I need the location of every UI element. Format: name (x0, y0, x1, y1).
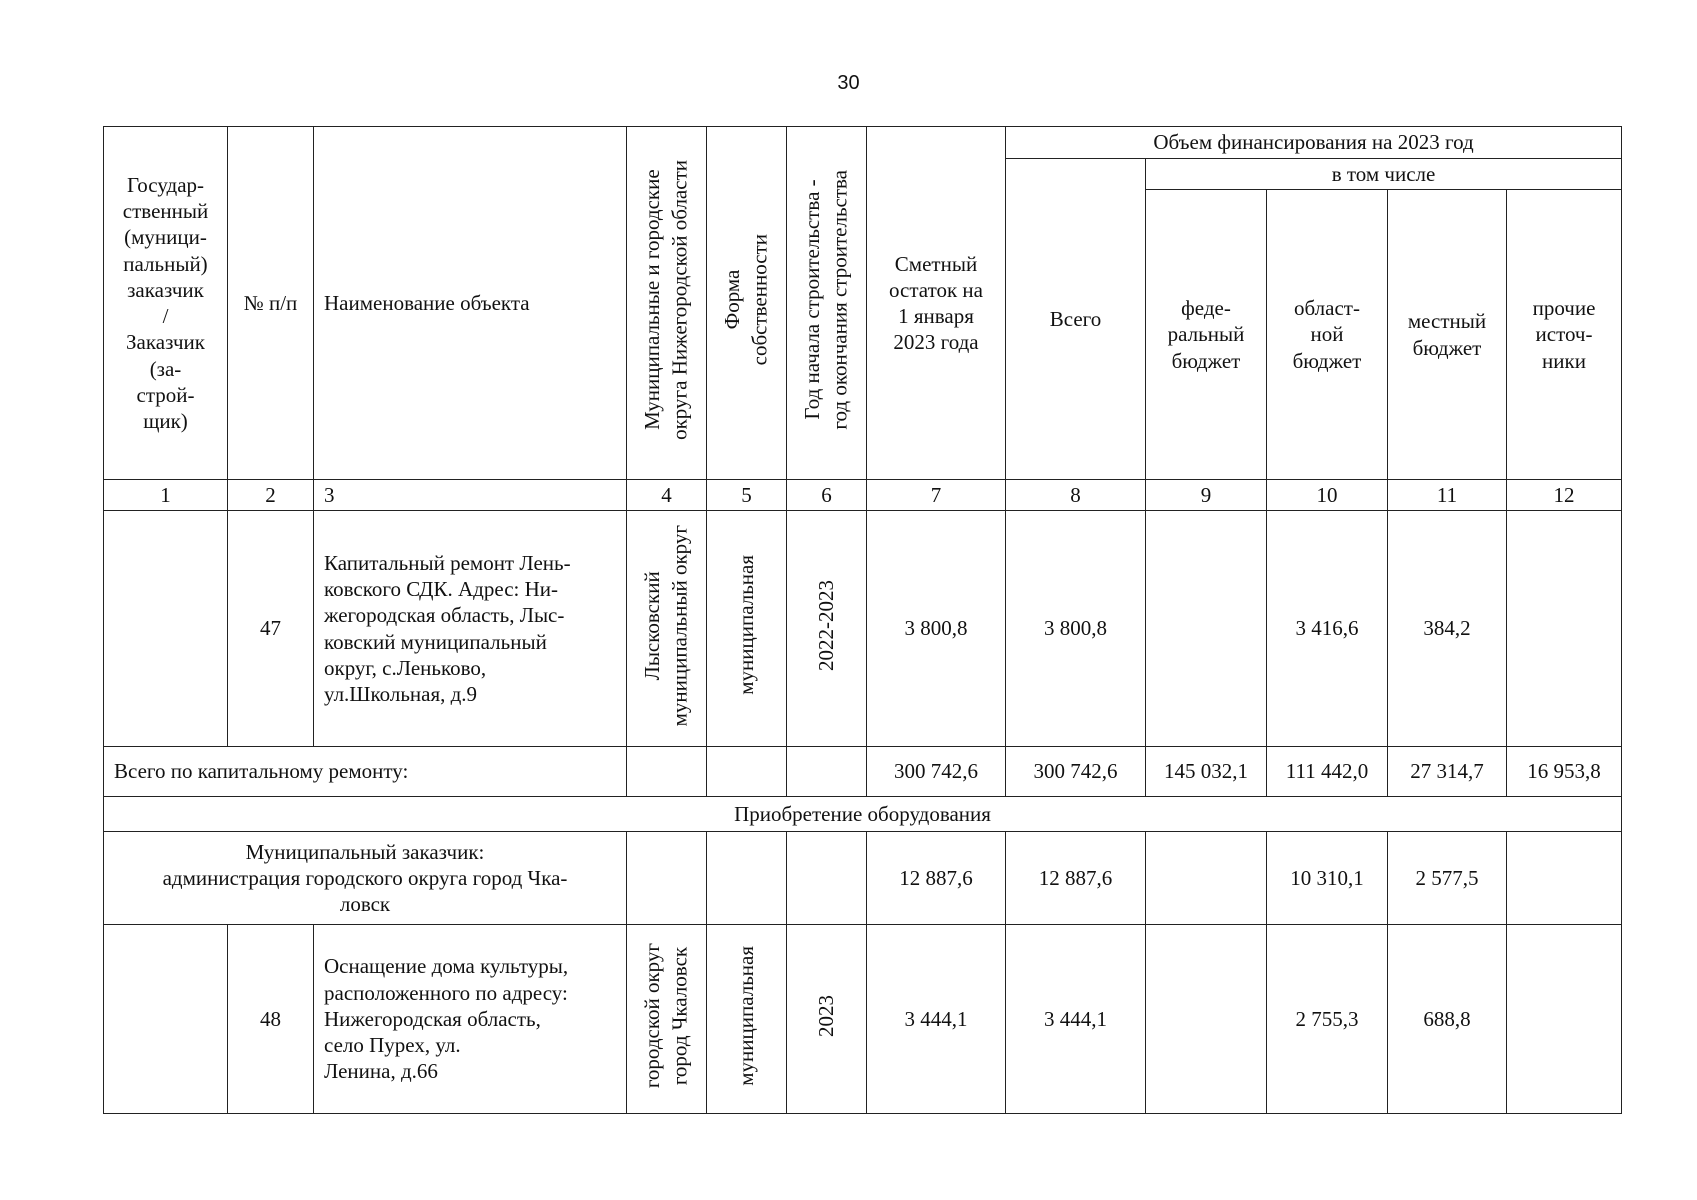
customer-federal (1146, 832, 1267, 925)
row48-customer (104, 925, 228, 1114)
customer-row (104, 832, 1622, 925)
total-repair-other: 16 953,8 (1507, 747, 1622, 797)
column-number: 6 (787, 480, 867, 511)
row47-total: 3 800,8 (1006, 511, 1146, 747)
column-number: 2 (228, 480, 314, 511)
row47-name: Капитальный ремонт Лень- ковского СДК. Адрес: Ни- жегородская область, Лыс- ковский муниципальный округ, с.Леньково, ул.Школьная, д.9 (314, 511, 627, 747)
table-row (104, 511, 1622, 747)
row47-customer (104, 511, 228, 747)
header-municipality: Муниципальные и городские округа Нижегородской области (627, 127, 707, 480)
column-number: 12 (1507, 480, 1622, 511)
header-num: № п/п (228, 127, 314, 480)
header-financing: Объем финансирования на 2023 год (1006, 127, 1622, 159)
header-other: прочие источ- ники (1507, 190, 1622, 480)
row47-local: 384,2 (1388, 511, 1507, 747)
header-regional: област- ной бюджет (1267, 190, 1388, 480)
column-number: 7 (867, 480, 1006, 511)
customer-other (1507, 832, 1622, 925)
row48-years: 2023 (787, 925, 867, 1114)
row48-other (1507, 925, 1622, 1114)
header-total: Всего (1006, 159, 1146, 480)
header-customer: Государ- ственный (муници- пальный) заказчик / Заказчик (за- строй- щик) (104, 127, 228, 480)
section-row (104, 797, 1622, 832)
empty-cell (627, 832, 707, 925)
total-repair-row (104, 747, 1622, 797)
row48-ownership: муниципальная (707, 925, 787, 1114)
header-years: Год начала строительства - год окончания строительства (787, 127, 867, 480)
total-repair-label: Всего по капитальному ремонту: (104, 747, 627, 797)
customer-estimate: 12 887,6 (867, 832, 1006, 925)
row48-local: 688,8 (1388, 925, 1507, 1114)
row47-ownership: муниципальная (707, 511, 787, 747)
header-ownership: Форма собственности (707, 127, 787, 480)
empty-cell (627, 747, 707, 797)
row47-regional: 3 416,6 (1267, 511, 1388, 747)
row48-federal (1146, 925, 1267, 1114)
customer-total: 12 887,6 (1006, 832, 1146, 925)
page-number: 30 (837, 72, 860, 94)
total-repair-total: 300 742,6 (1006, 747, 1146, 797)
empty-cell (787, 832, 867, 925)
row47-estimate: 3 800,8 (867, 511, 1006, 747)
header-local: местный бюджет (1388, 190, 1507, 480)
header-estimate: Сметный остаток на 1 января 2023 года (867, 127, 1006, 480)
customer-regional: 10 310,1 (1267, 832, 1388, 925)
customer-label: Муниципальный заказчик: администрация городского округа город Чка- ловск (104, 832, 627, 925)
total-repair-local: 27 314,7 (1388, 747, 1507, 797)
column-number: 9 (1146, 480, 1267, 511)
row48-total: 3 444,1 (1006, 925, 1146, 1114)
row48-estimate: 3 444,1 (867, 925, 1006, 1114)
row48-regional: 2 755,3 (1267, 925, 1388, 1114)
column-number: 8 (1006, 480, 1146, 511)
row47-federal (1146, 511, 1267, 747)
row48-municipality: городской округ город Чкаловск (627, 925, 707, 1114)
row47-num: 47 (228, 511, 314, 747)
financing-table (103, 126, 1622, 1114)
empty-cell (787, 747, 867, 797)
total-repair-estimate: 300 742,6 (867, 747, 1006, 797)
column-number: 1 (104, 480, 228, 511)
row48-name: Оснащение дома культуры, расположенного по адресу: Нижегородская область, село Пурех, ул. Ленина, д.66 (314, 925, 627, 1114)
column-number: 11 (1388, 480, 1507, 511)
total-repair-regional: 111 442,0 (1267, 747, 1388, 797)
header-object-name: Наименование объекта (314, 127, 627, 480)
empty-cell (707, 747, 787, 797)
customer-local: 2 577,5 (1388, 832, 1507, 925)
table-row (104, 925, 1622, 1114)
column-number: 3 (314, 480, 627, 511)
column-numbers-row (104, 480, 1622, 511)
empty-cell (707, 832, 787, 925)
row47-municipality: Лысковский муниципальный округ (627, 511, 707, 747)
row47-other (1507, 511, 1622, 747)
row48-num: 48 (228, 925, 314, 1114)
column-number: 4 (627, 480, 707, 511)
column-number: 5 (707, 480, 787, 511)
total-repair-federal: 145 032,1 (1146, 747, 1267, 797)
header-including: в том числе (1146, 159, 1622, 190)
header-federal: феде- ральный бюджет (1146, 190, 1267, 480)
row47-years: 2022-2023 (787, 511, 867, 747)
column-number: 10 (1267, 480, 1388, 511)
section-title: Приобретение оборудования (104, 797, 1622, 832)
